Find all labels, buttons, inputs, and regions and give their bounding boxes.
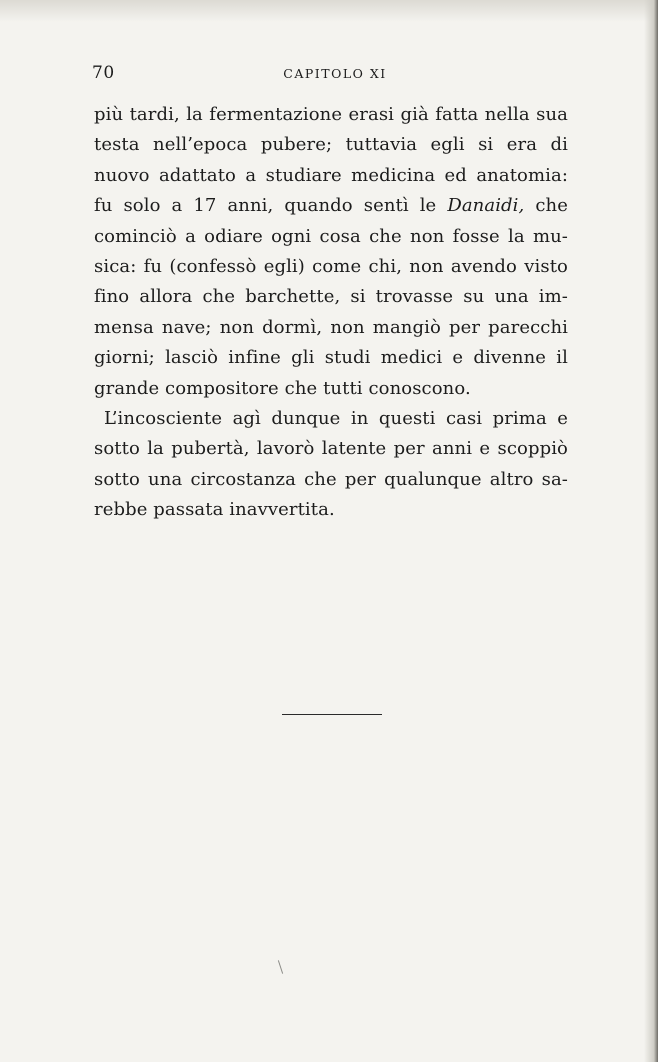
text-line: testa nell’epoca pubere; tuttavia egli si era di	[94, 134, 568, 156]
body-text	[94, 100, 568, 525]
text-line: nuovo adattato a studiare medicina ed anatomia:	[94, 164, 568, 186]
scan-shadow-right	[644, 0, 658, 1062]
italic-title: Danaidi,	[447, 195, 525, 217]
text-line: rebbe passata inavvertita.	[94, 499, 335, 521]
text-line: sotto una circostanza che per qualunque altro sa-	[94, 468, 568, 490]
page-header	[92, 60, 572, 86]
text-line: grande compositore che tutti conoscono.	[94, 377, 471, 399]
text-line: mensa nave; non dormì, non mangiò per parecchi	[94, 316, 568, 338]
text-line: giorni; lasciò infine gli studi medici e divenne il	[94, 347, 568, 369]
running-head: CAPITOLO XI	[283, 66, 387, 81]
page-number: 70	[92, 63, 115, 83]
text-segment: che	[524, 195, 568, 217]
text-line: sotto la pubertà, lavorò latente per anni e scoppiò	[94, 438, 568, 460]
text-line: più tardi, la fermentazione erasi già fatta nella sua	[94, 104, 568, 125]
paragraph-1	[94, 100, 568, 404]
text-line: sica: fu (confessò egli) come chi, non avendo visto	[94, 255, 568, 277]
scan-speck	[278, 960, 283, 974]
paragraph-2	[94, 404, 568, 526]
section-end-rule	[282, 714, 382, 715]
scan-shadow-top	[0, 0, 658, 22]
text-line: fino allora che barchette, si trovasse su una im-	[94, 286, 568, 308]
text-line: cominciò a odiare ogni cosa che non fosse la mu-	[94, 225, 568, 247]
text-line	[94, 191, 568, 221]
text-line: L’incosciente agì dunque in questi casi prima e	[104, 407, 568, 429]
text-segment: fu solo a 17 anni, quando sentì le	[94, 195, 448, 217]
